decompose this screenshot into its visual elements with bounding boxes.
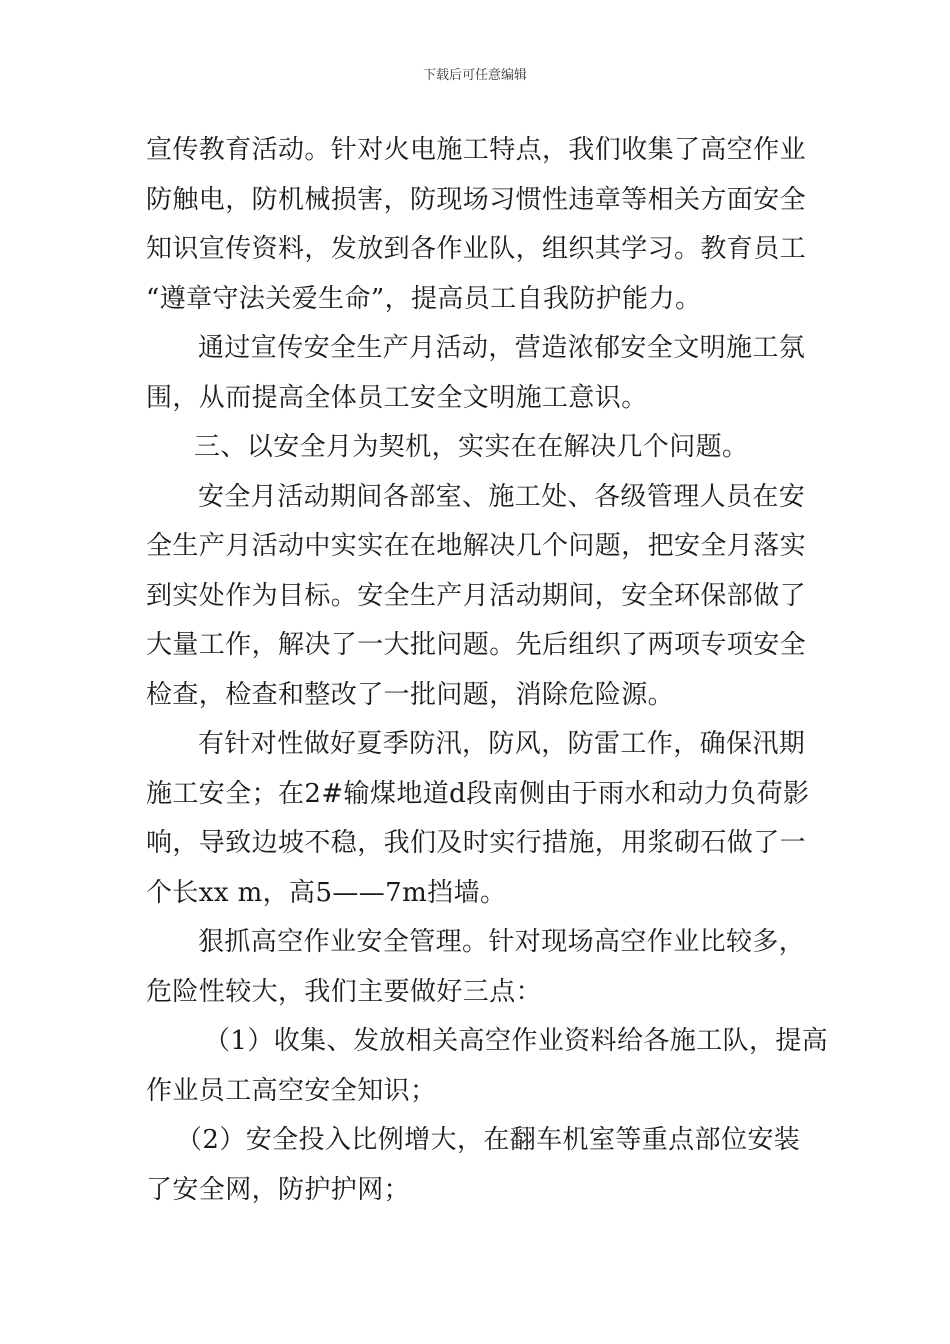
text-line: 了安全网，防护护网； <box>146 1174 411 1205</box>
text-line: 响，导致边坡不稳，我们及时实行措施，用浆砌石做了一 <box>146 828 807 858</box>
list-item-start: （2）安全投入比例增大，在翻车机室等重点部位安装 <box>176 1125 801 1155</box>
paragraph-start-line: 通过宣传安全生产月活动，营造浓郁安全文明施工氛 <box>198 333 806 363</box>
paragraph-start-line: 有针对性做好夏季防汛，防风，防雷工作，确保汛期 <box>198 729 806 759</box>
text-line: 到实处作为目标。安全生产月活动期间，安全环保部做了 <box>146 580 807 611</box>
text-line: 检查，检查和整改了一批问题，消除危险源。 <box>146 679 675 710</box>
text-line: 防触电，防机械损害，防现场习惯性违章等相关方面安全 <box>146 184 807 215</box>
text-line: 作业员工高空安全知识； <box>146 1075 437 1106</box>
page-header-note: 下载后可任意编辑 <box>422 68 527 83</box>
text-line: 全生产月活动中实实在在地解决几个问题，把安全月落实 <box>146 531 807 561</box>
section-heading: 三、以安全月为契机，实实在在解决几个问题。 <box>194 432 749 462</box>
text-line: 围，从而提高全体员工安全文明施工意识。 <box>146 382 648 413</box>
document-body <box>146 126 829 1215</box>
list-item-start: （1）收集、发放相关高空作业资料给各施工队，提高 <box>204 1026 829 1056</box>
text-line: 个长xx m，高5——7m挡墙。 <box>146 877 507 908</box>
text-line: “遵章守法关爱生命”，提高员工自我防护能力。 <box>146 283 702 314</box>
text-line: 宣传教育活动。针对火电施工特点，我们收集了高空作业 <box>146 135 807 165</box>
text-line: 危险性较大，我们主要做好三点： <box>146 976 543 1007</box>
text-line: 大量工作，解决了一大批问题。先后组织了两项专项安全 <box>146 630 807 660</box>
text-line: 施工安全；在2#输煤地道d段南侧由于雨水和动力负荷影 <box>146 778 810 809</box>
paragraph-start-line: 安全月活动期间各部室、施工处、各级管理人员在安 <box>198 481 806 512</box>
paragraph-start-line: 狠抓高空作业安全管理。针对现场高空作业比较多， <box>198 927 806 957</box>
text-line: 知识宣传资料，发放到各作业队，组织其学习。教育员工 <box>146 234 807 264</box>
